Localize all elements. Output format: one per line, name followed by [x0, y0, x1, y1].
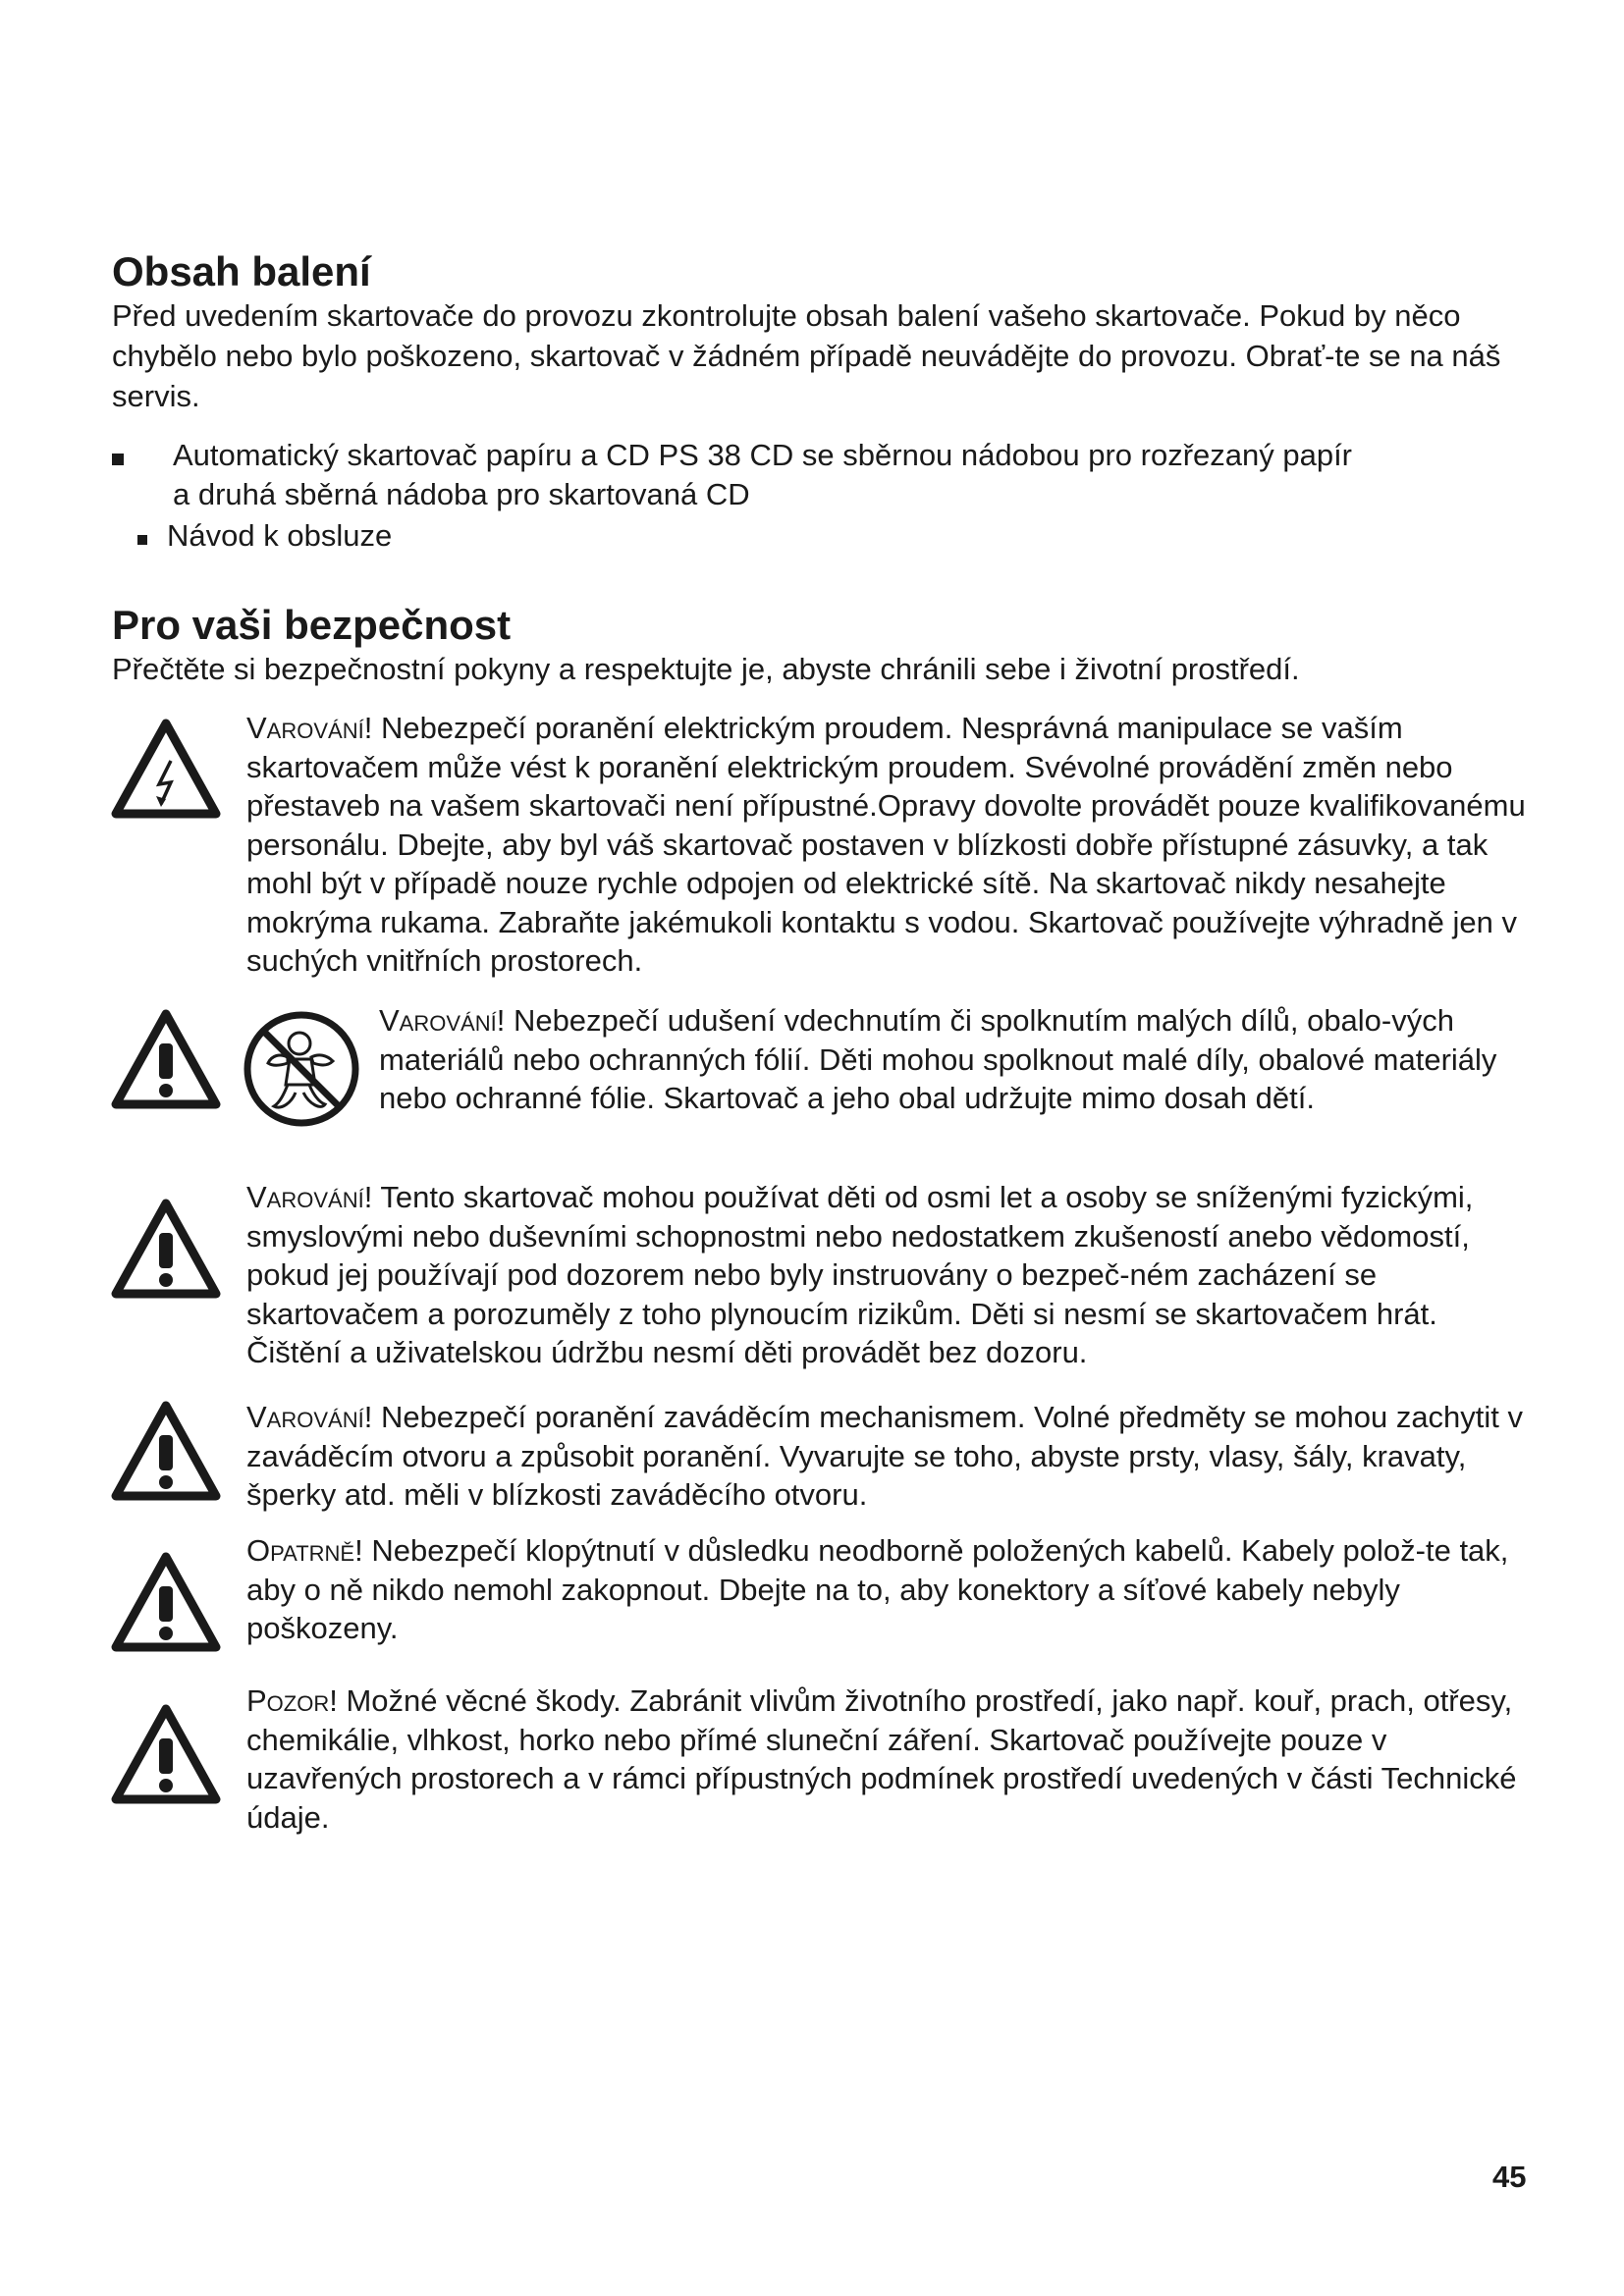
general-warning-icon — [110, 1008, 222, 1110]
warning-text — [246, 709, 1543, 981]
warning-text — [246, 1398, 1543, 1515]
warning-text — [246, 1531, 1533, 1648]
warning-body: Nebezpečí poranění zaváděcím mechanismem. Volné předměty se mohou zachytit v zaváděcím otvoru a způsobit poranění. Vyvarujte se toho, abyste prsty, vlasy, šály, kravaty, šperky atd. měli v blízkosti zaváděcího otvoru. — [246, 1400, 1524, 1512]
warning-label: Varování! — [379, 1003, 506, 1038]
warning-label: Varování! — [246, 1400, 373, 1434]
warning-text — [246, 1178, 1533, 1372]
warning-text — [379, 1001, 1508, 1118]
bullet-icon — [112, 454, 124, 465]
warning-label: Pozor! — [246, 1683, 338, 1718]
warning-body: Nebezpečí poranění elektrickým proudem. Nesprávná manipulace se vaším skartovačem může vést k poranění elektrickým proudem. Svévolné provádění změn nebo přestaveb na vašem skartovači není přípustné.Opravy dovolte provádět pouze kvalifikovanému personálu. Dbejte, aby byl váš skartovač postaven v blízkosti dobře přístupné zásuvky, a tak mohl být v případě nouze rychle odpojen od elektrické sítě. Na skartovač nikdy nesahejte mokrýma rukama. Zabraňte jakémukoli kontaktu s vodou. Skartovač používejte výhradně jen v suchých vnitřních prostorech. — [246, 711, 1526, 978]
warning-label: Varování! — [246, 711, 373, 745]
warning-label: Opatrně! — [246, 1533, 363, 1568]
warning-body: Tento skartovač mohou používat děti od osmi let a osoby se sníženými fyzickými, smyslovými nebo duševními schopnostmi nebo nedostatkem zkušeností anebo vědomostí, pokud jej používají pod dozorem nebo byly instruovány o bezpeč-ném zacházení se skartovačem a porozuměly z toho plynoucím rizikům. Děti si nesmí se skartovačem hrát. Čištění a uživatelskou údržbu nesmí děti provádět bez dozoru. — [246, 1180, 1474, 1369]
electric-shock-warning-icon — [110, 718, 222, 820]
list-item-text: a druhá sběrná nádoba pro skartovaná CD — [173, 477, 750, 511]
list-item — [112, 437, 124, 477]
warning-body: Nebezpečí udušení vdechnutím či spolknutím malých dílů, obalo-vých materiálů nebo ochranných fólií. Děti mohou spolknout malé díly, obalové materiály nebo ochranné fólie. Skartovač a jeho obal udržujte mimo dosah dětí. — [379, 1003, 1497, 1115]
choking-hazard-prohibition-icon — [241, 1008, 362, 1130]
warning-label: Varování! — [246, 1180, 373, 1214]
list-item — [137, 517, 147, 558]
obsah-intro: Před uvedením skartovače do provozu zkontrolujte obsah balení vašeho skartovače. Pokud by něco chybělo nebo bylo poškozeno, skartovač v žádném případě neuvádějte do provozu. Obrať-te se na náš servis. — [112, 298, 1501, 413]
warning-body: Nebezpečí klopýtnutí v důsledku neodborně položených kabelů. Kabely polož-te tak, aby o ně nikdo nemohl zakopnout. Dbejte na to, aby konektory a síťové kabely nebyly poškozeny. — [246, 1533, 1509, 1645]
warning-text — [246, 1682, 1523, 1837]
list-item-text: Automatický skartovač papíru a CD PS 38 CD se sběrnou nádobou pro rozřezaný papír — [173, 438, 1353, 472]
section-title-obsah: Obsah balení — [112, 248, 371, 294]
section-title-bezpecnost: Pro vaši bezpečnost — [112, 602, 512, 648]
list-item-text: Návod k obsluze — [167, 518, 393, 553]
general-warning-icon — [110, 1551, 222, 1653]
bullet-icon — [137, 535, 147, 545]
general-warning-icon — [110, 1198, 222, 1300]
warning-body: Možné věcné škody. Zabránit vlivům životního prostředí, jako např. kouř, prach, otřesy, chemikálie, vlhkost, horko nebo přímé sluneční záření. Skartovač používejte pouze v uzavřených prostorech a v rámci přípustných podmínek prostředí uvedených v části Technické údaje. — [246, 1683, 1517, 1835]
page-number: 45 — [1492, 2160, 1527, 2194]
general-warning-icon — [110, 1400, 222, 1502]
general-warning-icon — [110, 1703, 222, 1805]
bezpecnost-intro: Přečtěte si bezpečnostní pokyny a respektujte je, abyste chránili sebe i životní prostředí. — [112, 652, 1300, 686]
